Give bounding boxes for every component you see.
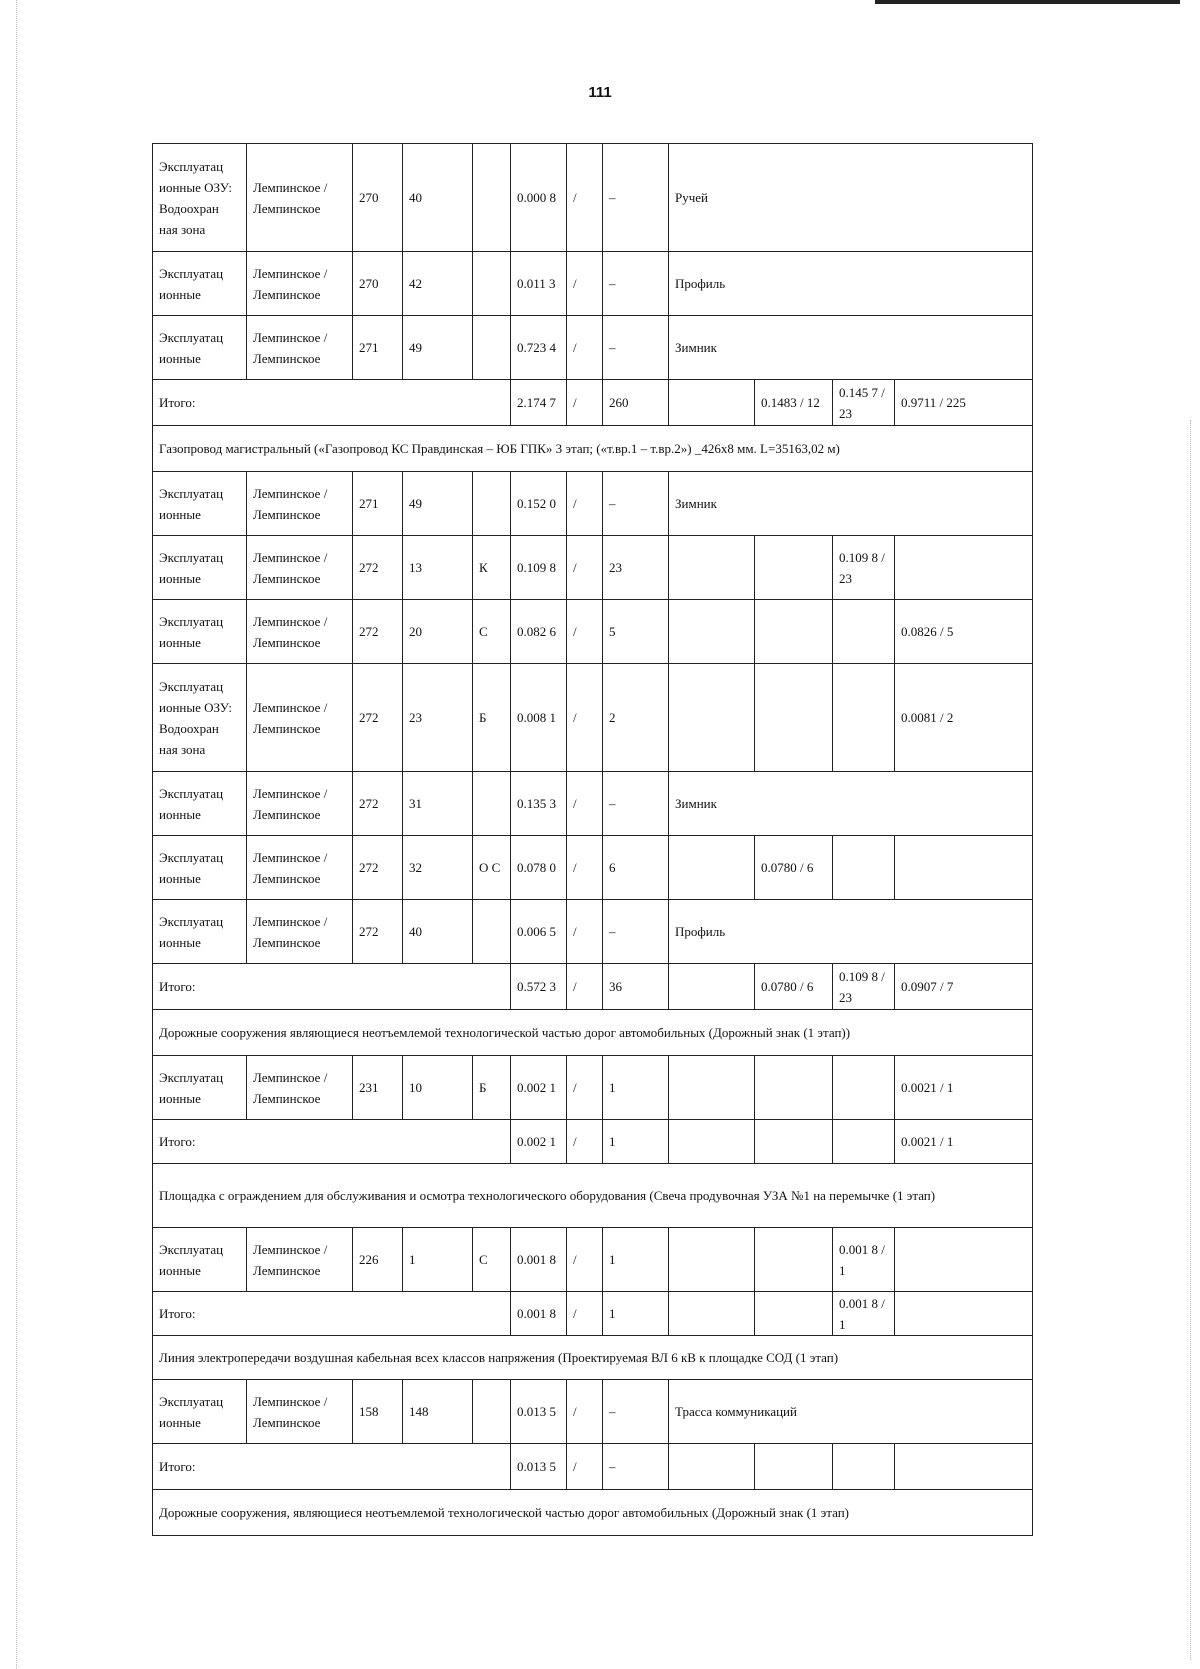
table-row bbox=[153, 536, 1033, 600]
col-1-value bbox=[669, 380, 755, 426]
col-3-value: 0.001 8 / 1 bbox=[833, 1228, 895, 1292]
section-header-row bbox=[153, 1164, 1033, 1228]
count-value: 1 bbox=[603, 1228, 669, 1292]
plot-number: 42 bbox=[403, 252, 473, 316]
use-type: Эксплуатац ионные bbox=[153, 1380, 247, 1444]
area-value: 0.109 8 bbox=[511, 536, 567, 600]
col-1-value bbox=[669, 1120, 755, 1164]
col-4-value: 0.0081 / 2 bbox=[895, 664, 1033, 772]
table-row bbox=[153, 1056, 1033, 1120]
slash: / bbox=[567, 1120, 603, 1164]
col-4-value: 0.0826 / 5 bbox=[895, 600, 1033, 664]
area-value: 0.002 1 bbox=[511, 1056, 567, 1120]
note: Профиль bbox=[669, 252, 1033, 316]
slash: / bbox=[567, 836, 603, 900]
col-3-value bbox=[833, 664, 895, 772]
quarter-number: 272 bbox=[353, 836, 403, 900]
quarter-number: 272 bbox=[353, 772, 403, 836]
col-3-value bbox=[833, 1056, 895, 1120]
section-header-row bbox=[153, 1010, 1033, 1056]
quarter-number: 272 bbox=[353, 664, 403, 772]
total-row bbox=[153, 964, 1033, 1010]
col-1-value bbox=[669, 1056, 755, 1120]
col-3-value: 0.001 8 / 1 bbox=[833, 1292, 895, 1336]
table-row bbox=[153, 252, 1033, 316]
col-3-value bbox=[833, 1120, 895, 1164]
area-value: 0.008 1 bbox=[511, 664, 567, 772]
slash: / bbox=[567, 664, 603, 772]
slash: / bbox=[567, 380, 603, 426]
left-scan-edge bbox=[16, 0, 18, 1669]
quarter-number: 272 bbox=[353, 536, 403, 600]
count-value: – bbox=[603, 144, 669, 252]
area-value: 0.082 6 bbox=[511, 600, 567, 664]
plot-number: 32 bbox=[403, 836, 473, 900]
forestry-name: Лемпинское / Лемпинское bbox=[247, 536, 353, 600]
count-value: – bbox=[603, 900, 669, 964]
count-value: – bbox=[603, 1444, 669, 1490]
count-value: 23 bbox=[603, 536, 669, 600]
section-header-row bbox=[153, 1336, 1033, 1380]
col-1-value bbox=[669, 1444, 755, 1490]
category bbox=[473, 252, 511, 316]
section-title: Газопровод магистральный («Газопровод КС Правдинская – ЮБ ГПК» 3 этап; («т.вр.1 – т.вр.2») _426х8 мм. L=35163,02 м) bbox=[153, 426, 1033, 472]
area-value: 0.572 3 bbox=[511, 964, 567, 1010]
count-value: – bbox=[603, 1380, 669, 1444]
col-2-value bbox=[755, 664, 833, 772]
col-2-value bbox=[755, 1056, 833, 1120]
forestry-name: Лемпинское / Лемпинское bbox=[247, 252, 353, 316]
total-label: Итого: bbox=[153, 1292, 511, 1336]
col-4-value bbox=[895, 836, 1033, 900]
col-4-value bbox=[895, 1292, 1033, 1336]
total-label: Итого: bbox=[153, 380, 511, 426]
use-type: Эксплуатац ионные bbox=[153, 1228, 247, 1292]
plot-number: 40 bbox=[403, 144, 473, 252]
col-3-value: 0.109 8 / 23 bbox=[833, 964, 895, 1010]
area-value: 0.135 3 bbox=[511, 772, 567, 836]
use-type: Эксплуатац ионные bbox=[153, 772, 247, 836]
count-value: 36 bbox=[603, 964, 669, 1010]
table-row bbox=[153, 316, 1033, 380]
category bbox=[473, 316, 511, 380]
plot-number: 20 bbox=[403, 600, 473, 664]
slash: / bbox=[567, 900, 603, 964]
col-4-value: 0.0021 / 1 bbox=[895, 1120, 1033, 1164]
slash: / bbox=[567, 144, 603, 252]
col-1-value bbox=[669, 600, 755, 664]
area-value: 0.002 1 bbox=[511, 1120, 567, 1164]
plot-number: 23 bbox=[403, 664, 473, 772]
quarter-number: 270 bbox=[353, 252, 403, 316]
table-row bbox=[153, 836, 1033, 900]
area-value: 0.000 8 bbox=[511, 144, 567, 252]
use-type: Эксплуатац ионные bbox=[153, 900, 247, 964]
page-number: 111 bbox=[588, 84, 612, 101]
use-type: Эксплуатац ионные bbox=[153, 316, 247, 380]
section-title: Линия электропередачи воздушная кабельная всех классов напряжения (Проектируемая ВЛ 6 кВ к площадке СОД (1 этап) bbox=[153, 1336, 1033, 1380]
total-label: Итого: bbox=[153, 1120, 511, 1164]
use-type: Эксплуатац ионные bbox=[153, 600, 247, 664]
quarter-number: 271 bbox=[353, 316, 403, 380]
total-row bbox=[153, 1120, 1033, 1164]
forestry-name: Лемпинское / Лемпинское bbox=[247, 1380, 353, 1444]
section-title: Площадка с ограждением для обслуживания и осмотра технологического оборудования (Свеча продувочная УЗА №1 на перемычке (1 этап) bbox=[153, 1164, 1033, 1228]
slash: / bbox=[567, 472, 603, 536]
area-value: 0.152 0 bbox=[511, 472, 567, 536]
use-type: Эксплуатац ионные bbox=[153, 536, 247, 600]
section-title: Дорожные сооружения являющиеся неотъемлемой технологической частью дорог автомобильных (Дорожный знак (1 этап)) bbox=[153, 1010, 1033, 1056]
area-value: 2.174 7 bbox=[511, 380, 567, 426]
col-1-value bbox=[669, 1228, 755, 1292]
section-title: Дорожные сооружения, являющиеся неотъемлемой технологической частью дорог автомобильных (Дорожный знак (1 этап) bbox=[153, 1490, 1033, 1536]
area-value: 0.001 8 bbox=[511, 1228, 567, 1292]
table-row bbox=[153, 772, 1033, 836]
use-type: Эксплуатац ионные ОЗУ: Водоохран ная зона bbox=[153, 664, 247, 772]
land-allocation-table bbox=[152, 143, 1033, 1536]
count-value: 2 bbox=[603, 664, 669, 772]
table-row bbox=[153, 144, 1033, 252]
category: С bbox=[473, 600, 511, 664]
quarter-number: 231 bbox=[353, 1056, 403, 1120]
category: Б bbox=[473, 1056, 511, 1120]
col-3-value: 0.109 8 / 23 bbox=[833, 536, 895, 600]
area-value: 0.011 3 bbox=[511, 252, 567, 316]
plot-number: 1 bbox=[403, 1228, 473, 1292]
section-header-row bbox=[153, 1490, 1033, 1536]
col-1-value bbox=[669, 836, 755, 900]
count-value: – bbox=[603, 316, 669, 380]
slash: / bbox=[567, 1292, 603, 1336]
table-row bbox=[153, 600, 1033, 664]
col-2-value bbox=[755, 536, 833, 600]
plot-number: 40 bbox=[403, 900, 473, 964]
slash: / bbox=[567, 536, 603, 600]
col-2-value bbox=[755, 1120, 833, 1164]
col-4-value: 0.9711 / 225 bbox=[895, 380, 1033, 426]
total-label: Итого: bbox=[153, 964, 511, 1010]
slash: / bbox=[567, 1444, 603, 1490]
col-1-value bbox=[669, 664, 755, 772]
area-value: 0.013 5 bbox=[511, 1444, 567, 1490]
plot-number: 49 bbox=[403, 316, 473, 380]
forestry-name: Лемпинское / Лемпинское bbox=[247, 772, 353, 836]
category bbox=[473, 472, 511, 536]
note: Зимник bbox=[669, 472, 1033, 536]
slash: / bbox=[567, 964, 603, 1010]
count-value: – bbox=[603, 252, 669, 316]
area-value: 0.001 8 bbox=[511, 1292, 567, 1336]
plot-number: 13 bbox=[403, 536, 473, 600]
col-3-value: 0.145 7 / 23 bbox=[833, 380, 895, 426]
quarter-number: 272 bbox=[353, 900, 403, 964]
table-row bbox=[153, 1380, 1033, 1444]
use-type: Эксплуатац ионные bbox=[153, 472, 247, 536]
count-value: – bbox=[603, 772, 669, 836]
col-2-value: 0.0780 / 6 bbox=[755, 964, 833, 1010]
col-2-value bbox=[755, 600, 833, 664]
col-4-value bbox=[895, 1444, 1033, 1490]
count-value: – bbox=[603, 472, 669, 536]
col-2-value: 0.1483 / 12 bbox=[755, 380, 833, 426]
category: С bbox=[473, 1228, 511, 1292]
quarter-number: 271 bbox=[353, 472, 403, 536]
category: О С bbox=[473, 836, 511, 900]
slash: / bbox=[567, 600, 603, 664]
slash: / bbox=[567, 1056, 603, 1120]
forestry-name: Лемпинское / Лемпинское bbox=[247, 472, 353, 536]
quarter-number: 226 bbox=[353, 1228, 403, 1292]
area-value: 0.006 5 bbox=[511, 900, 567, 964]
section-header-row bbox=[153, 426, 1033, 472]
table-row bbox=[153, 472, 1033, 536]
slash: / bbox=[567, 1380, 603, 1444]
count-value: 6 bbox=[603, 836, 669, 900]
forestry-name: Лемпинское / Лемпинское bbox=[247, 900, 353, 964]
total-row bbox=[153, 380, 1033, 426]
total-label: Итого: bbox=[153, 1444, 511, 1490]
col-4-value bbox=[895, 1228, 1033, 1292]
area-value: 0.078 0 bbox=[511, 836, 567, 900]
category bbox=[473, 1380, 511, 1444]
col-4-value bbox=[895, 536, 1033, 600]
note: Трасса коммуникаций bbox=[669, 1380, 1033, 1444]
forestry-name: Лемпинское / Лемпинское bbox=[247, 144, 353, 252]
col-1-value bbox=[669, 964, 755, 1010]
col-1-value bbox=[669, 1292, 755, 1336]
category bbox=[473, 900, 511, 964]
slash: / bbox=[567, 772, 603, 836]
use-type: Эксплуатац ионные bbox=[153, 252, 247, 316]
plot-number: 49 bbox=[403, 472, 473, 536]
col-4-value: 0.0021 / 1 bbox=[895, 1056, 1033, 1120]
count-value: 5 bbox=[603, 600, 669, 664]
note: Зимник bbox=[669, 316, 1033, 380]
slash: / bbox=[567, 316, 603, 380]
forestry-name: Лемпинское / Лемпинское bbox=[247, 1228, 353, 1292]
total-row bbox=[153, 1292, 1033, 1336]
category bbox=[473, 144, 511, 252]
note: Ручей bbox=[669, 144, 1033, 252]
count-value: 1 bbox=[603, 1292, 669, 1336]
use-type: Эксплуатац ионные bbox=[153, 836, 247, 900]
forestry-name: Лемпинское / Лемпинское bbox=[247, 836, 353, 900]
right-scan-edge bbox=[1190, 420, 1192, 1660]
area-value: 0.013 5 bbox=[511, 1380, 567, 1444]
col-2-value bbox=[755, 1292, 833, 1336]
total-row bbox=[153, 1444, 1033, 1490]
top-rule bbox=[875, 0, 1180, 4]
col-3-value bbox=[833, 1444, 895, 1490]
category: К bbox=[473, 536, 511, 600]
forestry-name: Лемпинское / Лемпинское bbox=[247, 600, 353, 664]
plot-number: 148 bbox=[403, 1380, 473, 1444]
count-value: 260 bbox=[603, 380, 669, 426]
plot-number: 10 bbox=[403, 1056, 473, 1120]
forestry-name: Лемпинское / Лемпинское bbox=[247, 664, 353, 772]
use-type: Эксплуатац ионные ОЗУ: Водоохран ная зона bbox=[153, 144, 247, 252]
col-3-value bbox=[833, 600, 895, 664]
table-row bbox=[153, 1228, 1033, 1292]
category: Б bbox=[473, 664, 511, 772]
table-row bbox=[153, 664, 1033, 772]
table-row bbox=[153, 900, 1033, 964]
col-3-value bbox=[833, 836, 895, 900]
col-4-value: 0.0907 / 7 bbox=[895, 964, 1033, 1010]
quarter-number: 158 bbox=[353, 1380, 403, 1444]
category bbox=[473, 772, 511, 836]
area-value: 0.723 4 bbox=[511, 316, 567, 380]
count-value: 1 bbox=[603, 1056, 669, 1120]
use-type: Эксплуатац ионные bbox=[153, 1056, 247, 1120]
col-2-value: 0.0780 / 6 bbox=[755, 836, 833, 900]
col-2-value bbox=[755, 1228, 833, 1292]
slash: / bbox=[567, 1228, 603, 1292]
col-2-value bbox=[755, 1444, 833, 1490]
col-1-value bbox=[669, 536, 755, 600]
slash: / bbox=[567, 252, 603, 316]
forestry-name: Лемпинское / Лемпинское bbox=[247, 1056, 353, 1120]
count-value: 1 bbox=[603, 1120, 669, 1164]
plot-number: 31 bbox=[403, 772, 473, 836]
quarter-number: 270 bbox=[353, 144, 403, 252]
quarter-number: 272 bbox=[353, 600, 403, 664]
note: Зимник bbox=[669, 772, 1033, 836]
note: Профиль bbox=[669, 900, 1033, 964]
forestry-name: Лемпинское / Лемпинское bbox=[247, 316, 353, 380]
